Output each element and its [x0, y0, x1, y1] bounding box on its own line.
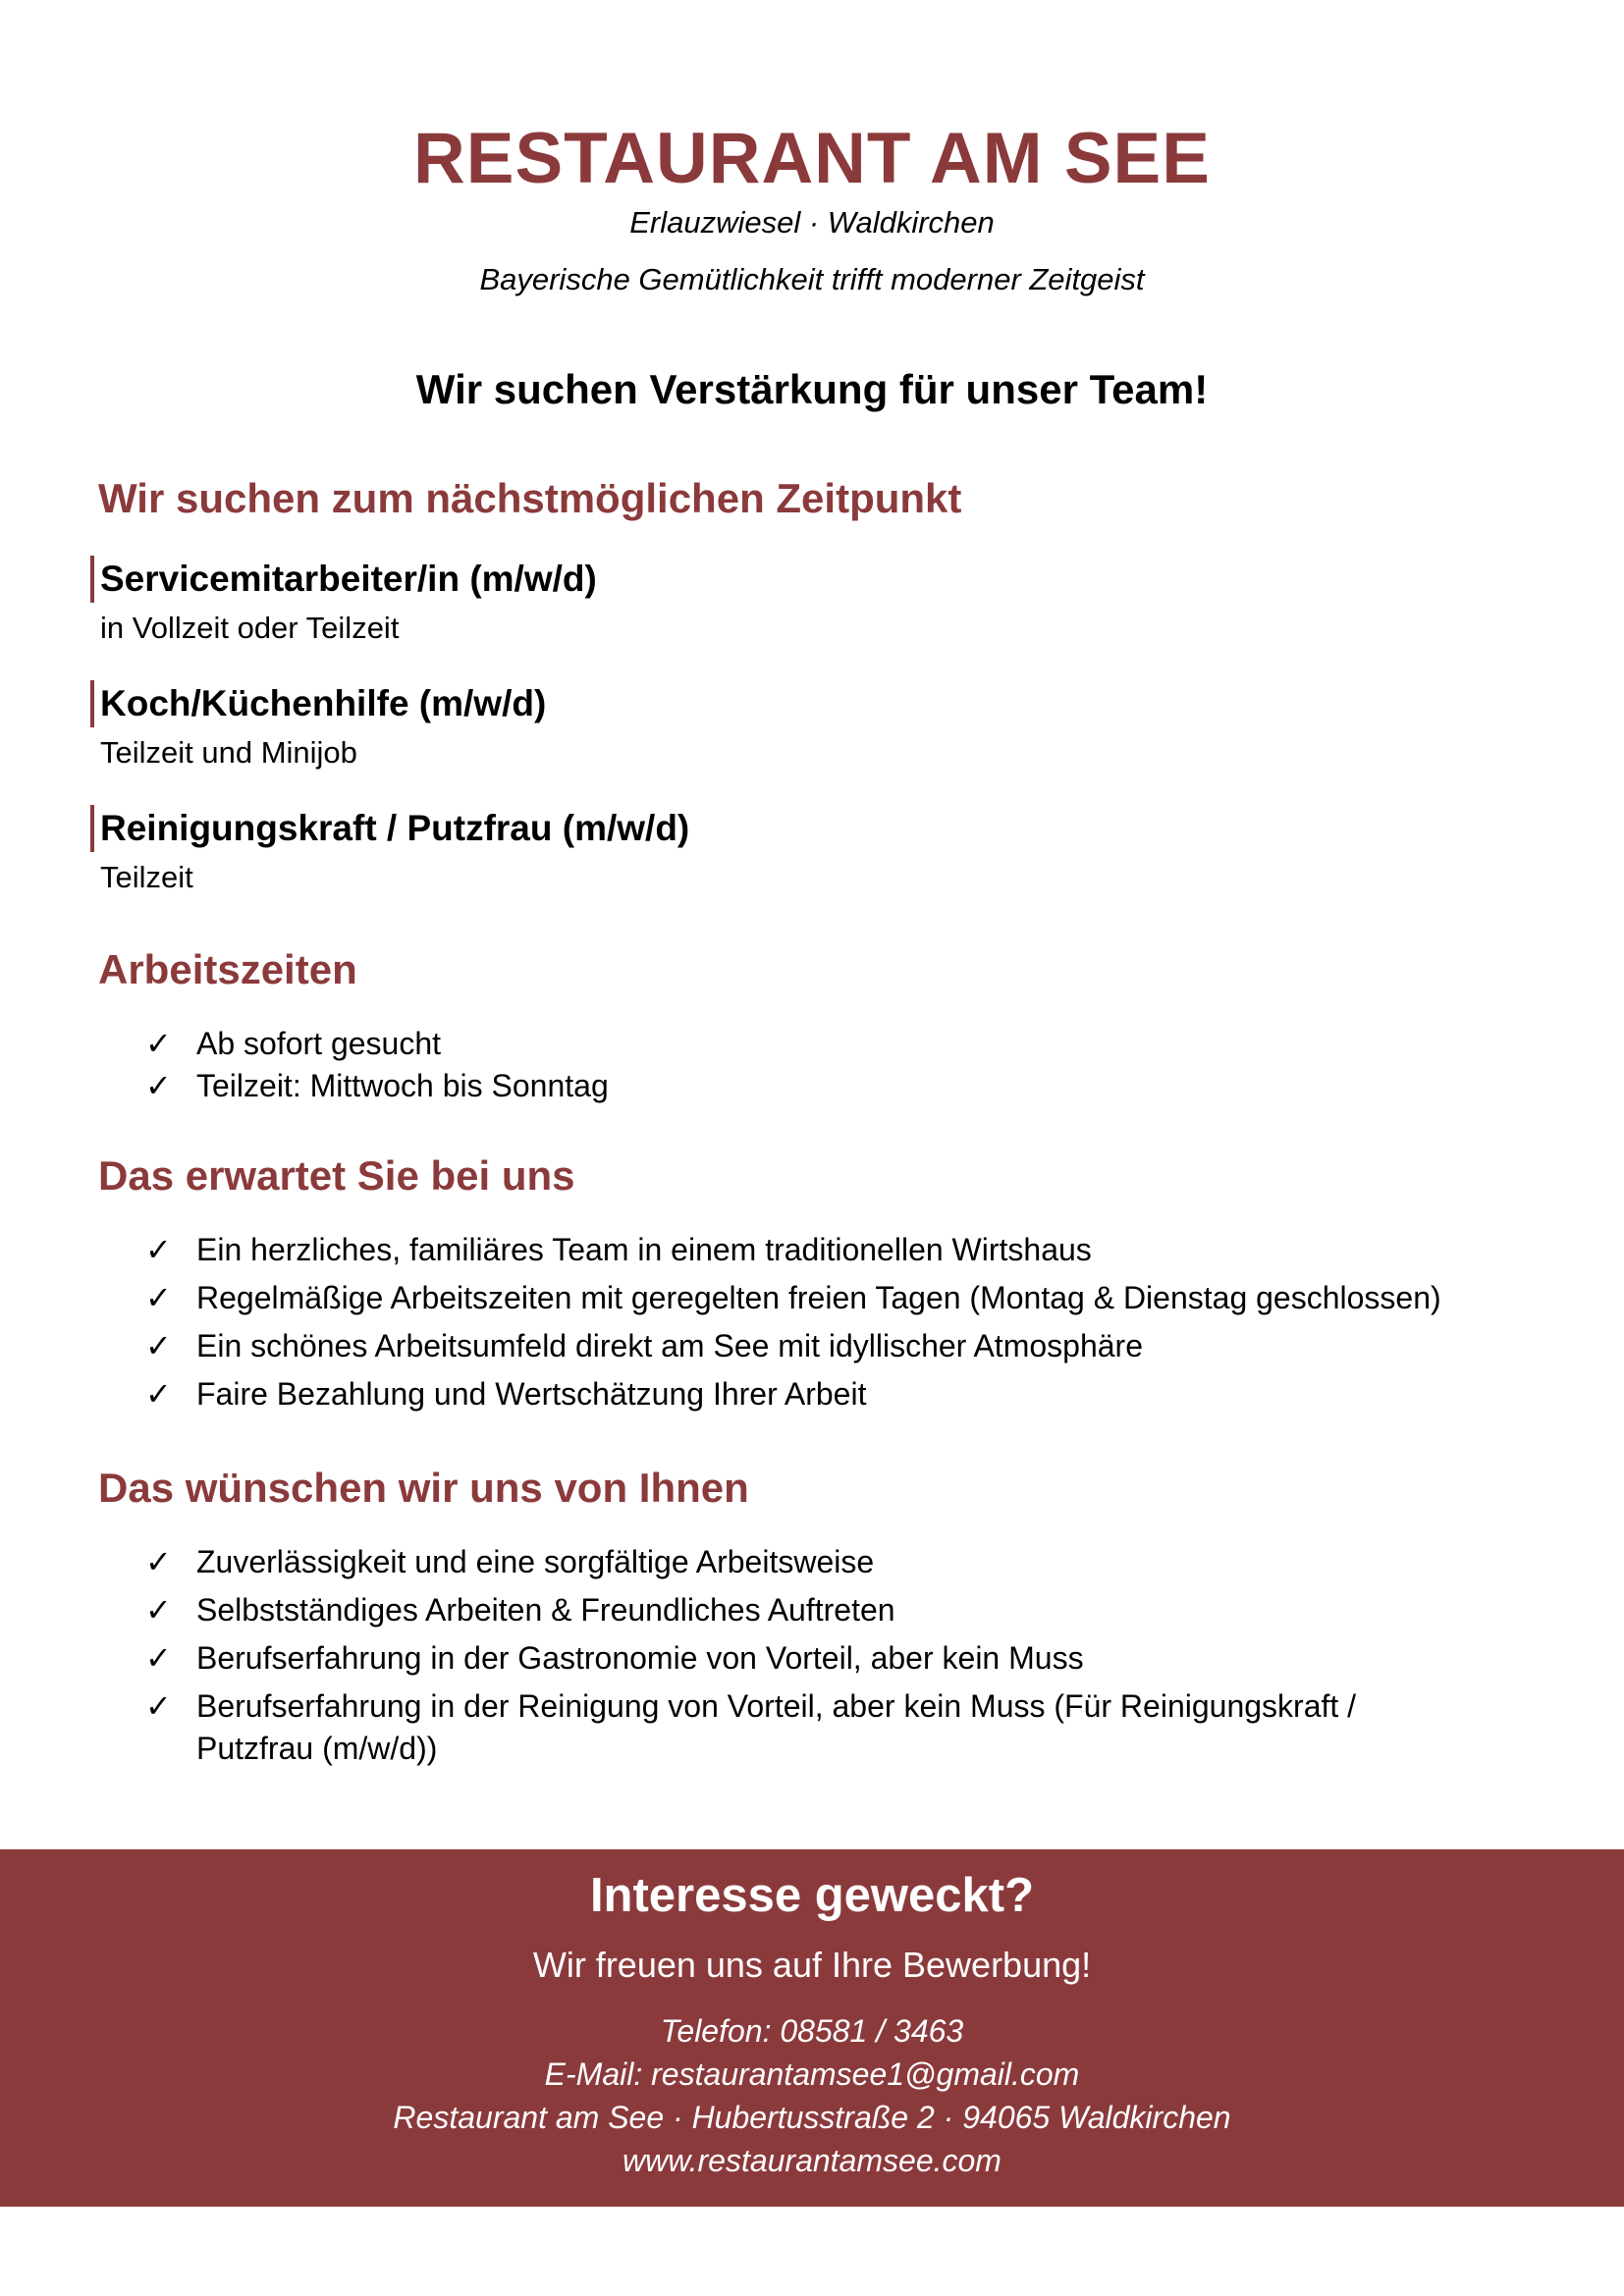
check-icon: ✓ [145, 1068, 172, 1103]
footer-title: Interesse geweckt? [589, 1869, 1035, 1922]
list-item: ✓ Ein herzliches, familiäres Team in einem traditionellen Wirtshaus [145, 1229, 1520, 1271]
location-subtitle: Erlauzwiesel · Waldkirchen [629, 205, 995, 240]
offer-list [145, 1229, 1520, 1421]
phone-number: Telefon: 08581 / 3463 [660, 2013, 964, 2049]
check-icon: ✓ [145, 1376, 172, 1412]
wish-list [145, 1541, 1451, 1776]
offer-heading: Das erwartet Sie bei uns [98, 1152, 575, 1199]
job-description: Teilzeit und Minijob [100, 735, 357, 770]
list-item: ✓ Ein schönes Arbeitsumfeld direkt am See mit idyllischer Atmosphäre [145, 1325, 1520, 1367]
check-icon: ✓ [145, 1592, 172, 1628]
list-item: ✓ Regelmäßige Arbeitszeiten mit geregelten freien Tagen (Montag & Dienstag geschlossen) [145, 1277, 1520, 1319]
list-item: ✓ Berufserfahrung in der Gastronomie von Vorteil, aber kein Muss [145, 1637, 1451, 1680]
list-item: ✓ Zuverlässigkeit und eine sorgfältige Arbeitsweise [145, 1541, 1451, 1583]
tagline: Bayerische Gemütlichkeit trifft moderner Zeitgeist [479, 262, 1145, 297]
job-description: Teilzeit [100, 860, 193, 894]
job-listing [90, 556, 597, 648]
recruiting-headline: Wir suchen Verstärkung für unser Team! [415, 366, 1209, 412]
check-icon: ✓ [145, 1640, 172, 1676]
restaurant-title: RESTAURANT AM SEE [413, 119, 1211, 198]
job-listing [90, 680, 546, 773]
job-listing [90, 805, 689, 897]
footer-subtitle: Wir freuen uns auf Ihre Bewerbung! [532, 1945, 1092, 1985]
job-title: Koch/Küchenhilfe (m/w/d) [90, 680, 546, 727]
hours-heading: Arbeitszeiten [98, 946, 357, 992]
list-item: ✓ Faire Bezahlung und Wertschätzung Ihrer Arbeit [145, 1373, 1520, 1415]
list-item: ✓ Selbstständiges Arbeiten & Freundliches Auftreten [145, 1589, 1451, 1631]
hours-list [145, 1023, 1520, 1113]
jobs-heading: Wir suchen zum nächstmöglichen Zeitpunkt [98, 475, 962, 521]
list-item: ✓ Berufserfahrung in der Reinigung von Vorteil, aber kein Muss (Für Reinigungskraft / Putzfrau (m/w/d)) [145, 1685, 1451, 1770]
check-icon: ✓ [145, 1688, 172, 1724]
check-icon: ✓ [145, 1280, 172, 1315]
postal-address: Restaurant am See · Hubertusstraße 2 · 94065 Waldkirchen [393, 2100, 1231, 2135]
job-description: in Vollzeit oder Teilzeit [100, 611, 400, 645]
website-link: www.restaurantamsee.com [623, 2143, 1001, 2178]
check-icon: ✓ [145, 1232, 172, 1267]
list-item: ✓ Ab sofort gesucht [145, 1023, 1520, 1065]
check-icon: ✓ [145, 1544, 172, 1579]
job-title: Servicemitarbeiter/in (m/w/d) [90, 556, 597, 603]
email-address: E-Mail: restaurantamsee1@gmail.com [544, 2056, 1080, 2092]
check-icon: ✓ [145, 1328, 172, 1363]
wish-heading: Das wünschen wir uns von Ihnen [98, 1465, 749, 1511]
list-item: ✓ Teilzeit: Mittwoch bis Sonntag [145, 1065, 1520, 1107]
job-title: Reinigungskraft / Putzfrau (m/w/d) [90, 805, 689, 852]
check-icon: ✓ [145, 1026, 172, 1061]
contact-footer [0, 1849, 1624, 2207]
header [0, 119, 1624, 297]
